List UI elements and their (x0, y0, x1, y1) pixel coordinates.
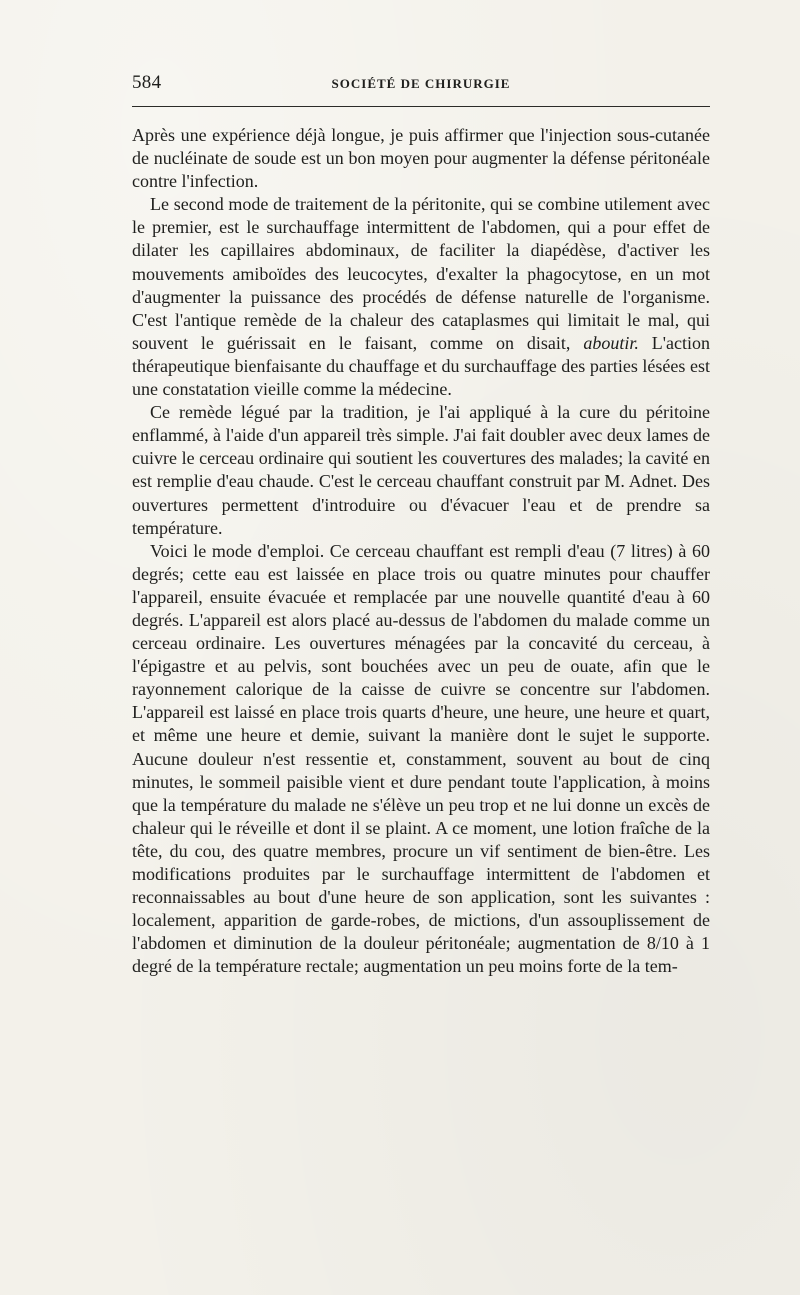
paragraph-2-text-before-italic: Le second mode de traitement de la péritonite, qui se combine utilement avec le premier, est le surchauffage intermittent de l'abdomen, qui a pour effet de dilater les capillaires abdominaux, de faciliter la diapédèse, d'activer les mouvements amiboïdes des leucocytes, d'exalter la phagocytose, en un mot d'augmenter la puissance des procédés de défense naturelle de l'organisme. C'est l'antique remède de la chaleur des cataplasmes qui limitait le mal, qui souvent le guérissait en le faisant, comme on disait, (132, 194, 710, 353)
running-head: SOCIÉTÉ DE CHIRURGIE (331, 76, 511, 91)
paragraph-1: Après une expérience déjà longue, je puis affirmer que l'injection sous-cutanée de nucléinate de soude est un bon moyen pour augmenter la défense péritonéale contre l'infection. (132, 125, 710, 192)
body-text (132, 124, 710, 978)
paragraph-3: Ce remède légué par la tradition, je l'ai appliqué à la cure du péritoine enflammé, à l'aide d'un appareil très simple. J'ai fait doubler avec deux lames de cuivre le cerceau ordinaire qui soutient les couvertures des malades; la cavité en est remplie d'eau chaude. C'est le cerceau chauffant construit par M. Adnet. Des ouvertures permettent d'introduire ou d'évacuer l'eau et de prendre sa température. (132, 402, 710, 538)
paragraph-2 (132, 193, 710, 401)
paragraph-4: Voici le mode d'emploi. Ce cerceau chauffant est rempli d'eau (7 litres) à 60 degrés; cette eau est laissée en place trois ou quatre minutes pour chauffer l'appareil, ensuite évacuée et remplacée par une nouvelle quantité d'eau à 60 degrés. L'appareil est alors placé au-dessus de l'abdomen du malade comme un cerceau ordinaire. Les ouvertures ménagées par la concavité du cerceau, à l'épigastre et au pelvis, sont bouchées avec un peu de ouate, afin que le rayonnement calorique de la caisse de cuivre se concentre sur l'abdomen. L'appareil est laissé en place trois quarts d'heure, une heure, une heure et quart, et même une heure et demie, suivant la manière dont le sujet le supporte. Aucune douleur n'est ressentie et, constamment, souvent au bout de cinq minutes, le sommeil paisible vient et dure pendant toute l'application, à moins que la température du malade ne s'élève un peu trop et ne lui donne un excès de chaleur qui le réveille et dont il se plaint. A ce moment, une lotion fraîche de la tête, du cou, des quatre membres, procure un vif sentiment de bien-être. Les modifications produites par le surchauffage intermittent de l'abdomen et reconnaissables au bout d'une heure de son application, sont les suivantes : localement, apparition de garde-robes, de mictions, d'un assouplissement de l'abdomen et diminution de la douleur péritonéale; augmentation de 8/10 à 1 degré de la température rectale; augmentation un peu moins forte de la tem- (132, 540, 710, 977)
page-number: 584 (132, 72, 162, 93)
paragraph-2-text-after-italic: L'action thérapeutique bienfaisante du chauffage et du surchauffage des parties lésées est une constatation vieille comme la médecine. (132, 332, 710, 400)
header-rule (132, 106, 710, 107)
page-header (132, 72, 710, 96)
italic-word: aboutir. (583, 332, 639, 353)
